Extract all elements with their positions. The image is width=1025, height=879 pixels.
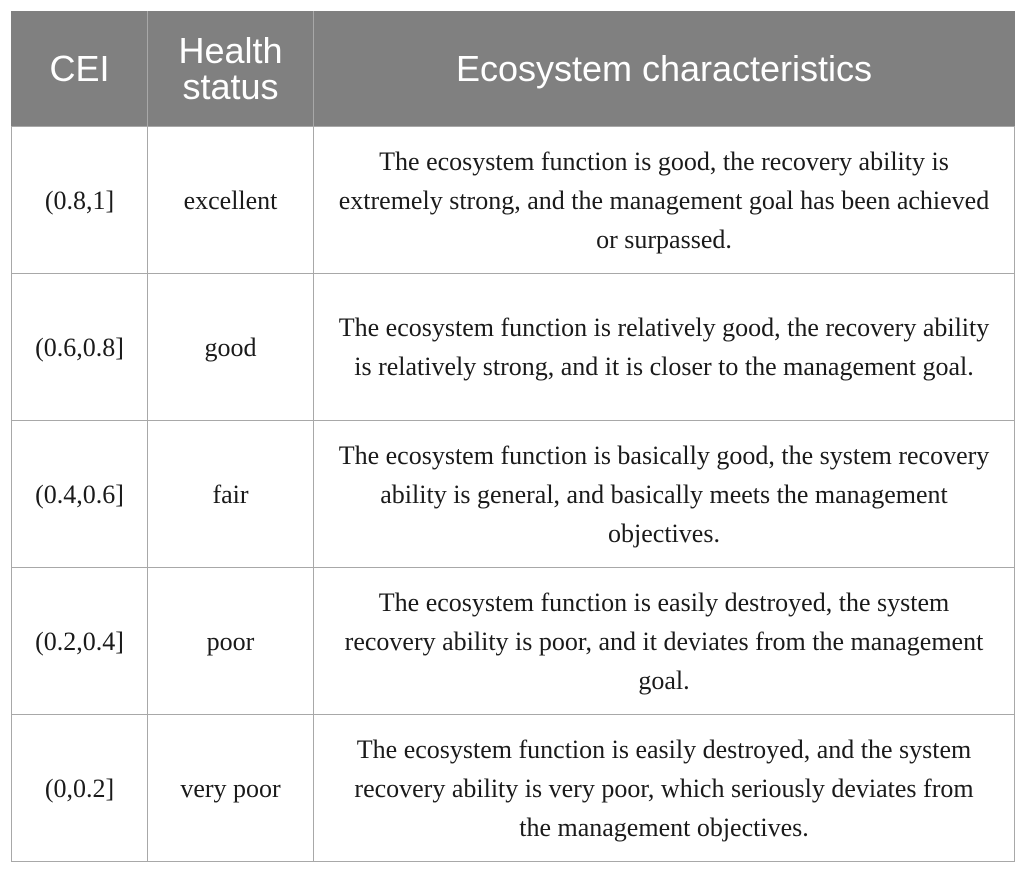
cell-cei: (0.2,0.4] (12, 568, 148, 715)
cei-health-table (11, 11, 1015, 862)
cell-characteristics: The ecosystem function is relatively good, the recovery ability is relatively strong, and it is closer to the management goal. (314, 274, 1015, 421)
cell-cei: (0.4,0.6] (12, 421, 148, 568)
table-row (12, 274, 1015, 421)
cell-health-status: fair (148, 421, 314, 568)
cell-cei: (0,0.2] (12, 715, 148, 862)
cell-cei: (0.8,1] (12, 127, 148, 274)
table-row (12, 715, 1015, 862)
table-header (12, 12, 1015, 127)
header-ecosystem-characteristics: Ecosystem characteristics (314, 12, 1015, 127)
header-cei: CEI (12, 12, 148, 127)
cell-health-status: good (148, 274, 314, 421)
cell-characteristics: The ecosystem function is basically good, the system recovery ability is general, and basically meets the management objectives. (314, 421, 1015, 568)
cei-health-table-container (11, 11, 1014, 862)
header-row (12, 12, 1015, 127)
cell-characteristics: The ecosystem function is easily destroyed, and the system recovery ability is very poor, which seriously deviates from the management objectives. (314, 715, 1015, 862)
cell-characteristics: The ecosystem function is good, the recovery ability is extremely strong, and the management goal has been achieved or surpassed. (314, 127, 1015, 274)
table-row (12, 568, 1015, 715)
cell-health-status: excellent (148, 127, 314, 274)
header-health-status: Health status (148, 12, 314, 127)
cell-health-status: very poor (148, 715, 314, 862)
table-row (12, 421, 1015, 568)
cell-cei: (0.6,0.8] (12, 274, 148, 421)
cell-characteristics: The ecosystem function is easily destroyed, the system recovery ability is poor, and it deviates from the management goal. (314, 568, 1015, 715)
cell-health-status: poor (148, 568, 314, 715)
table-body (12, 127, 1015, 862)
table-row (12, 127, 1015, 274)
